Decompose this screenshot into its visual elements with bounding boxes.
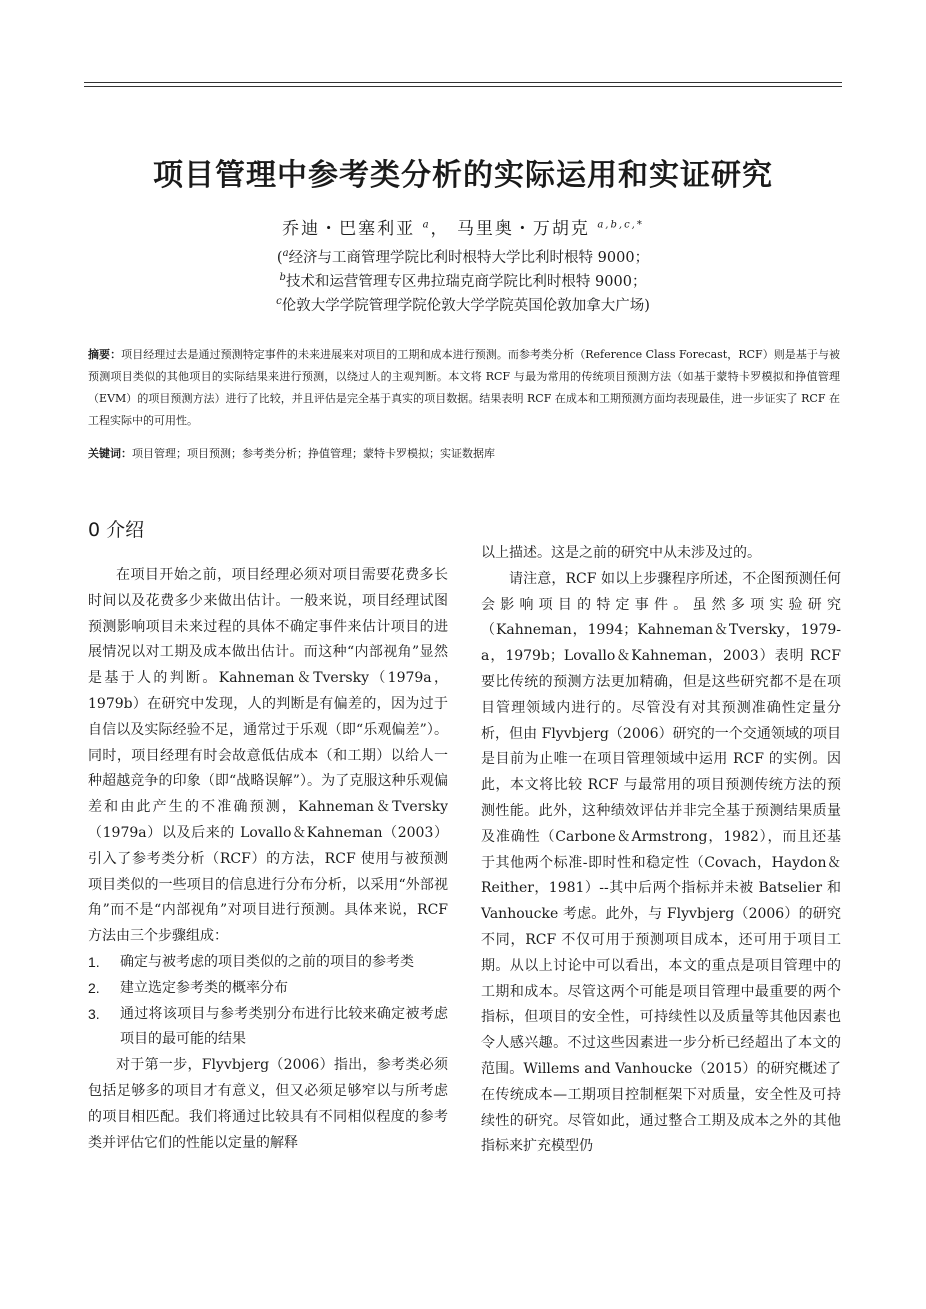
author-1-name: 乔迪・巴塞利亚 <box>282 219 416 239</box>
steps-list <box>88 950 448 1053</box>
affiliation-c-text: 伦敦大学学院管理学院伦敦大学学院英国伦敦加拿大广场) <box>281 298 650 314</box>
step-number: 2. <box>88 979 100 996</box>
keywords-label: 关键词： <box>88 447 132 460</box>
paper-title: 项目管理中参考类分析的实际运用和实证研究 <box>153 158 773 193</box>
step-text: 确定与被考虑的项目类似的之前的项目的参考类 <box>120 953 414 970</box>
section-heading: 0 介绍 <box>88 519 145 541</box>
step-number: 1. <box>88 953 100 970</box>
affiliation-c <box>0 294 926 315</box>
list-item <box>88 1002 448 1054</box>
affiliation-b <box>0 270 926 291</box>
continuation-paragraph: 以上描述。这是之前的研究中从未涉及过的。 <box>481 545 761 561</box>
affiliation-b-text: 技术和运营管理专区弗拉瑞克商学院比利时根特 9000； <box>285 274 647 290</box>
affiliation-a-text: 经济与工商管理学院比利时根特大学比利时根特 9000； <box>288 250 650 266</box>
right-column <box>481 541 841 1160</box>
intro-paragraph-2: 对于第一步，Flyvbjerg（2006）指出，参考类必须包括足够多的项目才有意义，但又必须足够窄以与所考虑的项目相匹配。我们将通过比较具有不同相似程度的参考类并评估它们的性能以定量的解释 <box>88 1057 448 1151</box>
keywords <box>88 445 840 461</box>
intro-paragraph-1: 在项目开始之前，项目经理必须对项目需要花费多长时间以及花费多少来做出估计。一般来说，项目经理试图预测影响项目未来过程的具体不确定事件来估计项目的进展情况以对工期及成本做出估计。而这种“内部视角”显然是基于人的判断。Kahneman＆Tversky（1979a，1979b）在研究中发现，人的判断是有偏差的，因为过于自信以及实际经验不足，通常过于乐观（即“乐观偏差”）。同时，项目经理有时会故意低估成本（和工期）以给人一种超越竞争的印象（即“战略误解”）。为了克服这种乐观偏差和由此产生的不准确预测，Kahneman＆Tversky（1979a）以及后来的 Lovallo＆Kahneman（2003）引入了参考类分析（RCF）的方法，RCF 使用与被预测项目类似的一些项目的信息进行分布分析，以采用“外部视角”而不是“内部视角”对项目进行预测。具体来说，RCF 方法由三个步骤组成： <box>88 567 448 945</box>
step-text: 通过将该项目与参考类别分布进行比较来确定被考虑项目的最可能的结果 <box>120 1005 448 1048</box>
affiliation-a-mark: a <box>282 248 289 260</box>
abstract-label: 摘要： <box>88 348 122 361</box>
header-rule-bottom <box>84 86 842 87</box>
step-number: 3. <box>88 1005 100 1022</box>
step-text: 建立选定参考类的概率分布 <box>120 979 288 996</box>
affiliation-b-mark: b <box>279 272 286 284</box>
header-rule-top <box>84 82 842 83</box>
list-item <box>88 976 448 1002</box>
author-1-sup: a <box>422 219 431 231</box>
intro-paragraph-3: 请注意，RCF 如以上步骤程序所述，不企图预测任何会影响项目的特定事件。虽然多项实验研究（Kahneman，1994；Kahneman＆Tversky，1979-a，1979b；Lovallo＆Kahneman，2003）表明 RCF 要比传统的预测方法更加精确，但是这些研究都不是在项目管理领域内进行的。尽管没有对其预测准确性定量分析，但由 Flyvbjerg（2006）研究的一个交通领域的项目是目前为止唯一在项目管理领域中运用 RCF 的实例。因此，本文将比较 RCF 与最常用的项目预测传统方法的预测性能。此外，这种绩效评估并非完全基于预测结果质量及准确性（Carbone＆Armstrong，1982），而且还基于其他两个标准-即时性和稳定性（Covach，Haydon＆Reither，1981）--其中后两个指标并未被 Batselier 和 Vanhoucke 考虑。此外，与 Flyvbjerg（2006）的研究不同，RCF 不仅可用于预测项目成本，还可用于项目工期。从以上讨论中可以看出，本文的重点是项目管理中的工期和成本。尽管这两个可能是项目管理中最重要的两个指标，但项目的安全性，可持续性以及质量等其他因素也令人感兴趣。不过这些因素进一步分析已经超出了本文的范围。Willems and Vanhoucke（2015）的研究概述了在传统成本—工期项目控制框架下对质量，安全性及可持续性的研究。尽管如此，通过整合工期及成本之外的其他指标来扩充模型仍 <box>481 570 841 1155</box>
keywords-text: 项目管理；项目预测；参考类分析；挣值管理；蒙特卡罗模拟；实证数据库 <box>132 447 495 460</box>
abstract-text: 项目经理过去是通过预测特定事件的未来进展来对项目的工期和成本进行预测。而参考类分析（Reference Class Forecast，RCF）则是基于与被预测项目类似的其他项目的实际结果来进行预测，以绕过人的主观判断。本文将 RCF 与最为常用的传统项目预测方法（如基于蒙特卡罗模拟和挣值管理（EVM）的项目预测方法）进行了比较，并且评估是完全基于真实的项目数据。结果表明 RCF 在成本和工期预测方面均表现最佳，进一步证实了 RCF 在工程实际中的可用性。 <box>88 348 840 427</box>
affiliation-c-mark: c <box>276 296 282 308</box>
affiliation-a: ($^a$经济与工商管理学院比利时根特大学比利时根特 9000； <box>276 248 650 266</box>
author-separator: ， <box>430 219 450 239</box>
left-column <box>88 563 448 1156</box>
list-item <box>88 950 448 976</box>
author-2-sup: a,b,c,* <box>597 219 644 231</box>
author-2-name: 马里奥・万胡克 <box>456 219 590 239</box>
abstract <box>88 344 840 432</box>
author-line <box>0 214 926 239</box>
